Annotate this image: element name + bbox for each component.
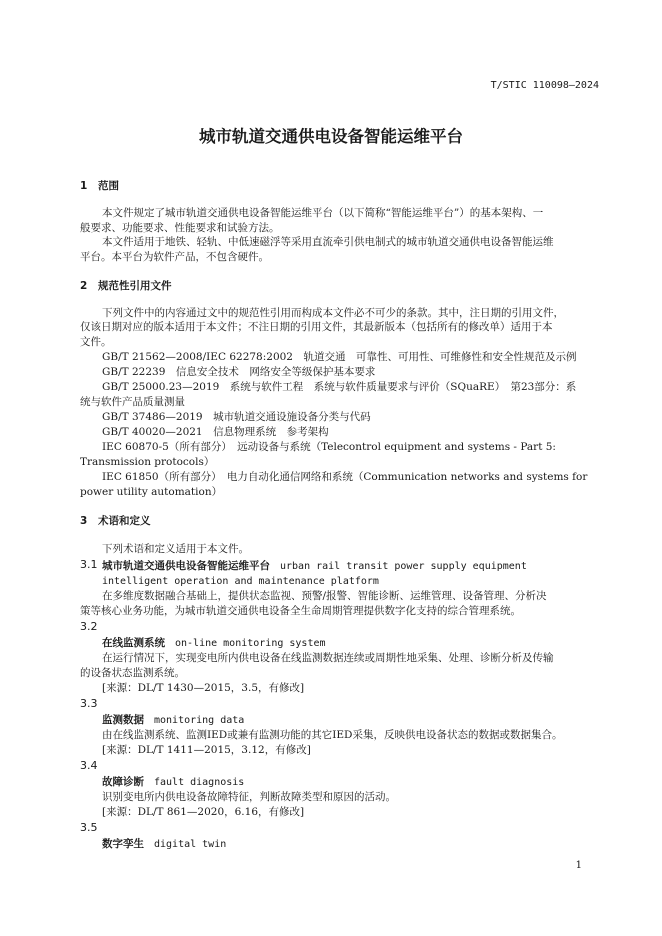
term-number: 3.5 [80,821,98,834]
definition-line: 识别变电所内供电设备故障特征，判断故障类型和原因的活动。 [102,791,396,803]
definition-line: 在多维度数据融合基础上，提供状态监视、预警/报警、智能诊断、运维管理、设备管理、分析决 [102,590,547,602]
definition-line: 的设备状态监测系统。 [80,667,185,679]
section-title: 规范性引用文件 [98,280,172,292]
term-entry [102,774,244,789]
reference-item: GB/T 37486—2019 城市轨道交通设施设备分类与代码 [102,411,371,423]
term-english: monitoring data [154,715,245,726]
reference-item: 统与软件产品质量测量 [80,396,185,408]
paragraph-line: 仅该日期对应的版本适用于本文件；不注日期的引用文件，其最新版本（包括所有的修改单）适用于本 [80,321,553,333]
term-entry [102,836,226,851]
section-title: 范围 [98,180,119,192]
document-title: 城市轨道交通供电设备智能运维平台 [199,127,463,146]
term-chinese: 城市轨道交通供电设备智能运维平台 [102,560,270,572]
definition-line: 在运行情况下，实现变电所内供电设备在线监测数据连续或周期性地采集、处理、诊断分析及传输 [102,652,554,664]
section-2-heading [80,278,172,293]
term-number: 3.3 [80,697,98,710]
term-english: digital twin [154,839,227,850]
paragraph-line: 本文件规定了城市轨道交通供电设备智能运维平台（以下简称“智能运维平台”）的基本架构、一 [102,207,544,219]
term-english: on-line monitoring system [175,638,326,649]
paragraph-line: 本文件适用于地铁、轻轨、中低速磁浮等采用直流牵引供电制式的城市轨道交通供电设备智能运维 [102,236,554,248]
reference-item: GB/T 21562—2008/IEC 62278:2002 轨道交通 可靠性、可用性、可维修性和安全性规范及示例 [102,351,577,363]
term-entry [102,635,326,650]
reference-item: GB/T 25000.23—2019 系统与软件工程 系统与软件质量要求与评价（SQuaRE） 第23部分：系 [102,381,577,393]
term-english: urban rail transit power supply equipment [280,561,527,572]
reference-item: GB/T 40020—2021 信息物理系统 参考架构 [102,426,329,438]
term-english: intelligent operation and maintenance platform [102,576,379,587]
term-chinese: 监测数据 [102,714,144,726]
term-chinese: 故障诊断 [102,776,144,788]
term-number: 3.4 [80,759,98,772]
term-english: fault diagnosis [154,777,245,788]
section-number: 2 [80,280,88,292]
definition-line: 由在线监测系统、监测IED或兼有监测功能的其它IED采集，反映供电设备状态的数据或数据集合。 [102,729,563,741]
reference-item: Transmission protocols） [80,456,215,468]
paragraph-line: 文件。 [80,336,112,348]
section-3-heading [80,513,151,528]
paragraph-line: 般要求、功能要求、性能要求和试验方法。 [80,222,280,234]
reference-item: GB/T 22239 信息安全技术 网络安全等级保护基本要求 [102,366,376,378]
document-number: T/STIC 110098—2024 [490,80,599,91]
paragraph-line: 平台。本平台为软件产品，不包含硬件。 [80,251,269,263]
term-number: 3.1 [80,558,98,571]
reference-item: IEC 61850（所有部分） 电力自动化通信网络和系统（Communication networks and systems for [102,471,588,483]
reference-item: power utility automation） [80,486,223,498]
definition-line: 策等核心业务功能，为城市轨道交通供电设备全生命周期管理提供数字化支持的综合管理系统。 [80,605,521,617]
section-number: 3 [80,515,88,527]
term-entry [102,712,244,727]
term-number: 3.2 [80,620,98,633]
paragraph-line: 下列术语和定义适用于本文件。 [102,543,249,555]
paragraph-line: 下列文件中的内容通过文中的规范性引用而构成本文件必不可少的条款。其中，注日期的引用文件， [102,307,564,319]
section-title: 术语和定义 [98,515,151,527]
term-chinese: 在线监测系统 [102,637,165,649]
section-number: 1 [80,180,88,192]
term-entry [102,558,527,573]
reference-item: IEC 60870-5（所有部分） 远动设备与系统（Telecontrol equipment and systems - Part 5: [102,441,556,453]
term-chinese: 数字孪生 [102,838,144,850]
page-number: 1 [575,860,582,871]
source-note: [来源：DL/T 1430—2015，3.5，有修改] [102,682,305,694]
source-note: [来源：DL/T 1411—2015，3.12，有修改] [102,744,311,756]
section-1-heading [80,178,119,193]
source-note: [来源：DL/T 861—2020，6.16，有修改] [102,806,305,818]
